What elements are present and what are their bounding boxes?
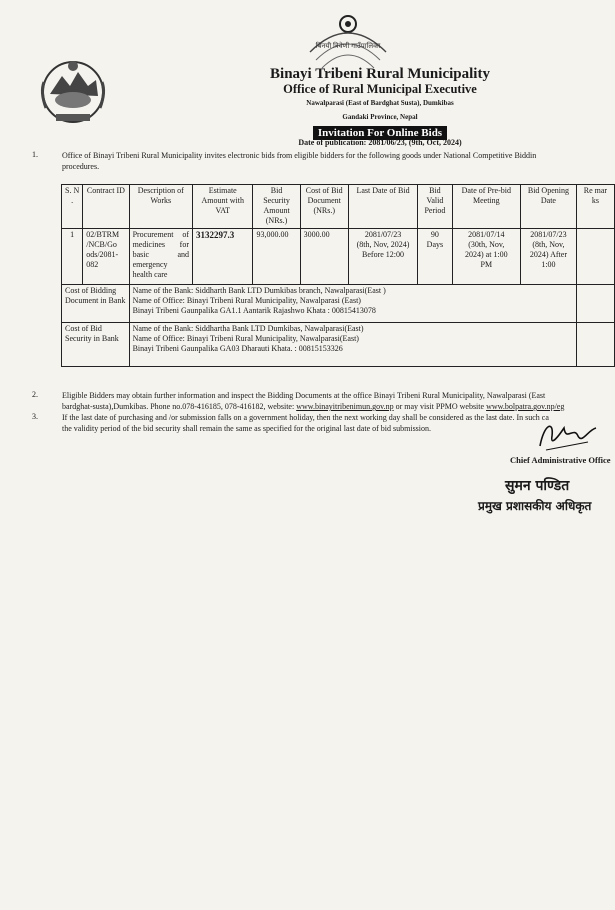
cell-contract-id: 02/BTRM /NCB/Go ods/2081- 082 — [83, 229, 129, 285]
cell-opening: 2081/07/23 (8th, Nov, 2024) After 1:00 — [521, 229, 577, 285]
ppmo-website-link[interactable]: www.bolpatra.gov.np/eg — [486, 402, 565, 411]
section-number: 3. — [32, 412, 38, 421]
section2-text: Eligible Bidders may obtain further information and inspect the Bidding Documents at the office Binayi Tribeni Rural Municipality, Nawalparasi (East bardghat-susta),Dumkibas. Phone no.078-416185, 078-416182, website: www.binayitribenimun.gov.np or may visit PPMO website www.bolpatra.gov.np/eg — [62, 391, 565, 411]
cell-security: 93,000.00 — [253, 229, 300, 285]
cell-valid-period: 90 Days — [418, 229, 452, 285]
address-line: Nawalparasi (East of Bardghat Susta), Dumkibas — [306, 99, 454, 107]
publication-date: Date of publication: 2081/06/23, (9th, Oct, 2024) — [298, 138, 462, 147]
invitation-banner: Invitation For Online Bids — [313, 126, 447, 140]
municipality-title: Binayi Tribeni Rural Municipality — [270, 66, 490, 82]
header-prebid: Date of Pre-bid Meeting — [452, 185, 520, 229]
cell-estimate: 3132297.3 — [193, 229, 253, 285]
header-estimate: Estimate Amount with VAT — [193, 185, 253, 229]
header-cost: Cost of Bid Document (NRs.) — [300, 185, 348, 229]
signature-icon — [530, 416, 600, 456]
cell-sn: 1 — [62, 229, 83, 285]
bank2-details: Name of the Bank: Siddhartha Bank LTD Dumkibas, Nawalparasi(East) Name of Office: Binayi Tribeni Rural Municipality, Nawalparasi(East) Binayi Tribeni Gaunpalika GA03 Dharauti Khata. : 00815153326 — [129, 323, 576, 367]
header-description: Description of Works — [129, 185, 192, 229]
nepal-emblem-icon — [36, 52, 110, 128]
bids-table — [61, 184, 615, 367]
cell-remarks — [576, 229, 614, 285]
signatory-designation: प्रमुख प्रशासकीय अधिकृत — [478, 499, 592, 513]
cell-last-date: 2081/07/23 (8th, Nov, 2024) Before 12:00 — [348, 229, 417, 285]
signatory-title: Chief Administrative Office — [510, 455, 611, 465]
province-line: Gandaki Province, Nepal — [342, 113, 418, 121]
bank2-label: Cost of Bid Security in Bank — [62, 323, 130, 367]
bank-row-bid-security — [62, 323, 615, 367]
section-number: 2. — [32, 390, 38, 399]
header-remarks: Re mar ks — [576, 185, 614, 229]
signatory-name: सुमन पण्डित — [505, 478, 570, 494]
table-row — [62, 229, 615, 285]
cell-prebid: 2081/07/14 (30th, Nov, 2024) at 1:00 PM — [452, 229, 520, 285]
bank-row-bidding-document — [62, 285, 615, 323]
table-header-row — [62, 185, 615, 229]
header-last-date: Last Date of Bid — [348, 185, 417, 229]
header-sn: S. N . — [62, 185, 83, 229]
municipality-website-link[interactable]: www.binayitribenimun.gov.np — [296, 402, 394, 411]
bank1-details: Name of the Bank: Siddharth Bank LTD Dumkibas branch, Nawalparasi(East ) Name of Office: Binayi Tribeni Rural Municipality, Nawalparasi (East) Binayi Tribeni Gaunpalika GA1.1 Aantarik Rajashwo Khata : 00815413078 — [129, 285, 576, 323]
cell-cost: 3000.00 — [300, 229, 348, 285]
section3-text: If the last date of purchasing and /or submission falls on a government holiday, then the next working day shall be considered as the last date. In such ca the validity period of the bid security shall remain the same as specified for the original last date of bid submission. — [62, 413, 549, 433]
header-bid-security: Bid Security Amount (NRs.) — [253, 185, 300, 229]
cell-description: Procurement of medicines for basic and emergency health care — [129, 229, 192, 285]
section-number: 1. — [32, 150, 38, 159]
bank1-label: Cost of Bidding Document in Bank — [62, 285, 130, 323]
office-subtitle: Office of Rural Municipal Executive — [283, 82, 477, 96]
svg-text:बिनयी त्रिवेणी गाउँपालिका: बिनयी त्रिवेणी गाउँपालिका — [315, 42, 381, 50]
header-valid-period: Bid Valid Period — [418, 185, 452, 229]
header-opening: Bid Opening Date — [521, 185, 577, 229]
header-contract-id: Contract ID — [83, 185, 129, 229]
section1-text: Office of Binayi Tribeni Rural Municipality invites electronic bids from eligible bidders for the following goods under National Competitive Biddin procedures. — [62, 151, 537, 171]
